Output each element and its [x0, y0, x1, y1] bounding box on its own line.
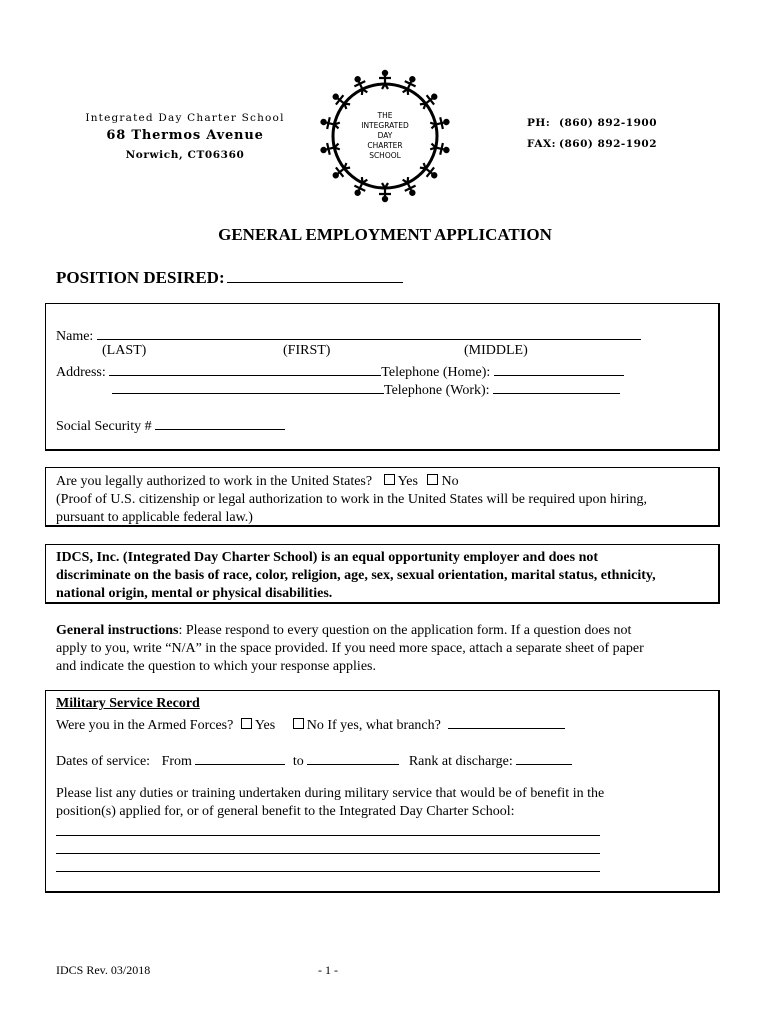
tel-work-field[interactable] [493, 379, 620, 394]
last-label: (LAST) [102, 343, 147, 358]
address-field-2[interactable] [112, 379, 384, 394]
school-logo [320, 66, 450, 206]
logo-text-school: SCHOOL [369, 151, 401, 160]
instructions-label: General instructions [56, 623, 179, 638]
authorization-note-2: pursuant to applicable federal law.) [56, 510, 253, 525]
duties-field-3[interactable] [56, 871, 600, 872]
branch-field[interactable] [448, 714, 565, 729]
to-label: to [292, 754, 304, 769]
name-field[interactable] [97, 325, 641, 340]
logo-text-the: THE [377, 111, 393, 120]
authorization-yes-label: Yes [397, 474, 418, 489]
dates-label: Dates of service: [56, 754, 151, 769]
position-desired-row [56, 266, 403, 288]
name-label: Name: [56, 329, 94, 344]
authorization-note-1: (Proof of U.S. citizenship or legal authorization to work in the United States will be required upon hiring, [56, 492, 647, 507]
middle-label: (MIDDLE) [464, 343, 528, 358]
tel-home-label: Telephone (Home): [381, 365, 491, 380]
armed-forces-question: Were you in the Armed Forces? [56, 718, 234, 733]
branch-question: If yes, what branch? [327, 718, 441, 733]
eeo-line-1: IDCS, Inc. (Integrated Day Charter School) is an equal opportunity employer and does not [56, 550, 599, 565]
ssn-row [56, 415, 285, 435]
contact-block [527, 113, 657, 155]
address-field-1[interactable] [109, 361, 381, 376]
first-label: (FIRST) [283, 343, 331, 358]
rank-label: Rank at discharge: [408, 754, 513, 769]
duties-field-1[interactable] [56, 835, 600, 836]
form-title: GENERAL EMPLOYMENT APPLICATION [218, 225, 552, 244]
eeo-line-2: discriminate on the basis of race, color, religion, age, sex, sexual orientation, marital status, ethnicity, [56, 568, 656, 583]
instructions-text-1: : Please respond to every question on the application form. If a question does not [178, 623, 632, 638]
duties-line-2: position(s) applied for, or of general benefit to the Integrated Day Charter School: [56, 804, 515, 819]
armed-yes-checkbox[interactable] [241, 718, 252, 729]
ssn-field[interactable] [155, 415, 285, 430]
duties-field-2[interactable] [56, 853, 600, 854]
school-address-block [70, 112, 300, 161]
authorization-no-checkbox[interactable] [427, 474, 438, 485]
logo-text-integrated: INTEGRATED [361, 121, 409, 130]
ssn-label: Social Security # [56, 419, 152, 434]
fax-label: FAX: [527, 138, 557, 150]
name-row [56, 325, 641, 345]
tel-work-label: Telephone (Work): [384, 383, 490, 398]
authorization-no-label: No [441, 474, 459, 489]
logo-text-charter: CHARTER [367, 141, 403, 150]
to-field[interactable] [307, 750, 399, 765]
rank-field[interactable] [516, 750, 572, 765]
address-label: Address: [56, 365, 106, 380]
armed-forces-row [56, 714, 565, 734]
page-number: - 1 - [318, 963, 338, 977]
phone-number: (860) 892-1900 [559, 117, 658, 129]
instructions-line-1 [56, 623, 631, 639]
logo-child-figure [379, 183, 391, 202]
armed-no-checkbox[interactable] [293, 718, 304, 729]
military-heading: Military Service Record [56, 696, 200, 711]
address-row [56, 361, 624, 381]
duties-line-1: Please list any duties or training undertaken during military service that would be of benefit in the [56, 786, 605, 801]
revision-label: IDCS Rev. 03/2018 [56, 963, 151, 977]
eeo-line-3: national origin, mental or physical disabilities. [56, 586, 333, 601]
from-label: From [161, 754, 192, 769]
logo-child-figure [379, 70, 391, 89]
armed-yes-label: Yes [254, 718, 276, 733]
phone-label: PH: [527, 117, 551, 129]
school-city: Norwich, CT06360 [125, 149, 245, 161]
from-field[interactable] [195, 750, 285, 765]
authorization-yes-checkbox[interactable] [384, 474, 395, 485]
instructions-line-2: apply to you, write “N/A” in the space provided. If you need more space, attach a separate sheet of paper [56, 641, 644, 656]
address-row-2 [112, 379, 620, 399]
armed-no-label: No [306, 718, 324, 733]
position-desired-field[interactable] [227, 266, 403, 283]
authorization-question-row [56, 474, 459, 490]
instructions-line-3: and indicate the question to which your response applies. [56, 659, 376, 674]
school-name: Integrated Day Charter School [85, 112, 285, 124]
position-desired-label: POSITION DESIRED: [56, 268, 225, 287]
authorization-question: Are you legally authorized to work in the United States? [56, 474, 373, 489]
school-street: 68 Thermos Avenue [106, 128, 264, 143]
tel-home-field[interactable] [494, 361, 624, 376]
fax-number: (860) 892-1902 [559, 138, 658, 150]
dates-row [56, 750, 572, 770]
logo-text-day: DAY [377, 131, 393, 140]
